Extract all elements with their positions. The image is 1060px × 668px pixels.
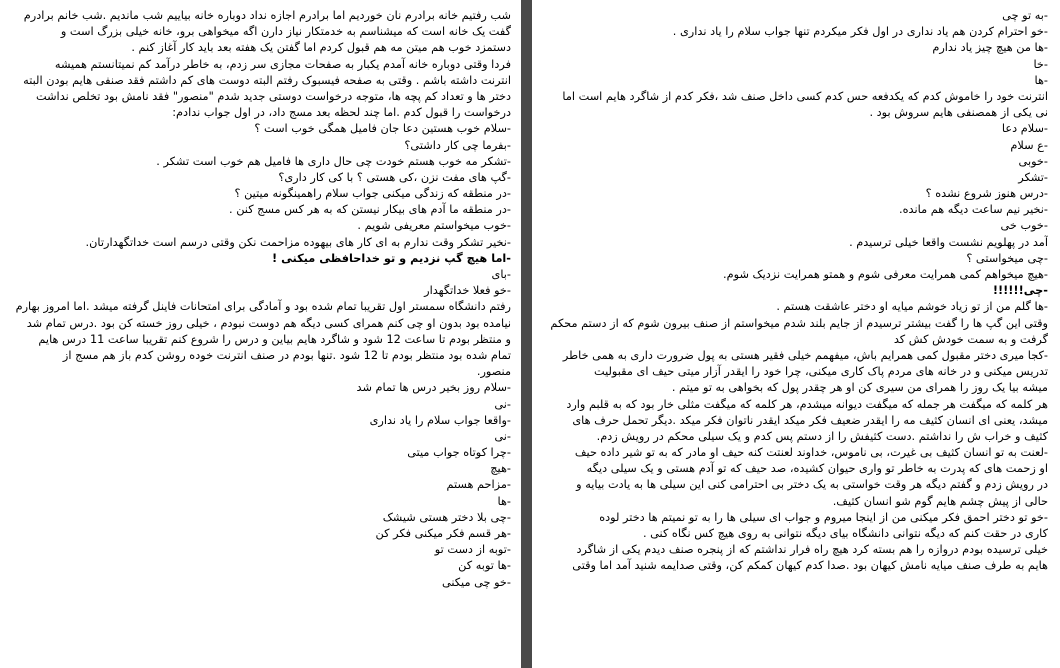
text-line: گرفت و به سمت خودش کش کد [893,332,1048,346]
text-line: و منتظر بودم تا ساعت 12 شود و شاگرد هایم بیاین و درس را شروع کنم تقریبا ساعت 11 درس هایم [38,332,511,346]
text-line: -ع سلام [1010,138,1048,152]
text-line: -نی [494,397,511,411]
text-line: -هیچ [490,462,511,476]
text-line: میشه بیا یک روز را همرای من سیری کن او هر چقدر پول که بخواهی به تو میتم . [671,381,1048,395]
text-line: کثیف و خراب ش را نداشتم .دست کثیفش را از دستم پس کدم و یک سیلی محکم در رویش زدم. [596,429,1048,443]
text-line: -خو احترام کردن هم یاد نداری در اول فکر میکردم تنها جواب سلام را یاد نداری . [672,25,1048,39]
right-page-text [542,8,1048,575]
text-line: آمد در پهلویم نشست واقعا خیلی ترسیدم . [849,235,1048,249]
text-line: دستمزد خوب هم میتن مه هم قبول کردم اما گفتن یک هفته بعد باید کار آغاز کنم . [131,41,511,55]
text-line: -ها گلم من از تو زیاد خوشم میایه او دختر عاشقت هستم . [776,300,1048,314]
text-line: وقتی این گپ ها را گفت بیشتر ترسیدم از جایم بلند شدم میخواستم از صنف بیرون شوم که از دستم محکم [550,316,1048,330]
right-page [532,0,1060,668]
text-line: -در منطقه که زندگی میکنی جواب سلام راهمینگونه میتین ؟ [234,187,511,201]
text-line: -درس هنوز شروع نشده ؟ [925,187,1048,201]
text-line: درخواست را قبول کدم .اما چند لحظه بعد مسج داد، در اول جواب ندادم: [172,106,511,120]
text-line: کاری در حقت کنم که دیگه نتوانی دانشگاه بیای دیگه نتوانی به روی هیچ کس نگاه کنی . [642,527,1048,540]
text-line: -ها توبه کن [458,559,511,573]
text-line: گفت یک خانه است که میشناسم به خدمتکار نیاز دارن اگه میخواهی برو، خانه خیلی بزرگ است و [60,25,511,39]
text-line: -نخیر نیم ساعت دیگه هم مانده. [899,203,1048,217]
text-line: -اما هیچ گپ نزدیم و تو خداحافظی میکنی ! [271,251,511,265]
text-line: هر کلمه که میگفت هر جمله که میگفت دیوانه میشدم، هر کلمه که میگفت مثلی خار بود که به قلبم وارد [566,397,1048,411]
text-line: -نخیر تشکر وقت ندارم به ای کار های بیهوده مزاحمت نکن وقتی درسم است خداتگهدارتان. [85,235,511,249]
text-line: -لعنت به تو انسان کثیف بی غیرت، بی ناموس، خداوند لعنتت کنه حیف او مادر که به تو شیر داده حیف [574,446,1048,460]
text-line: -گپ های مفت نزن ،کی هستی ؟ با کی کار داری؟ [278,170,511,184]
text-line: -سلام روز بخیر درس ها تمام شد [356,381,511,395]
text-line: -کجا میری دختر مقبول کمی همرایم باش، میفهمم خیلی فقیر هستی به پول ضرورت داری به همی خاطر [562,348,1048,362]
text-line: -هیچ میخواهم کمی همرایت معرفی شوم و همتو همرایت نزدیک شوم. [723,268,1048,281]
text-line: -ها من هیچ چیز یاد ندارم [932,41,1048,55]
text-line: نیامده بود بدون او چی کنم همرای کسی دیگه هم دوست نبودم ، خیلی روز خسته کن بود .درس تمام شد [26,316,511,330]
text-line: -تشکر مه خوب هستم خودت چی حال داری ها فامیل هم خوب است تشکر . [156,154,511,168]
text-line: -در منطقه ما آدم های بیکار نیستن که به هر کس مسج کنن . [229,203,511,217]
text-line: -توبه از دست تو [434,543,511,557]
left-page [0,0,521,668]
text-line: -چی بلا دختر هستی شیشک [382,510,511,524]
text-line: -چرا کوتاه جواب میتی [407,446,511,460]
text-line: -خوب خی [1000,219,1048,233]
text-line: انترنت خود را خاموش کدم که یکدفعه حس کدم کسی داخل صنف شد ،فکر کدم از شاگرد هایم است اما [562,89,1048,103]
text-line: -ها [497,494,511,508]
left-page-text [8,8,511,591]
text-line: رفتم دانشگاه سمستر اول تقریبا تمام شده بود و آمادگی برای امتحانات فاینل گرفته میشد .اما امروز بهارم [15,300,511,314]
text-line: -خو چی میکنی [441,575,511,589]
text-line: هایم به طرف صنف میایه نامش کیهان بود .صدا کدم کیهان کمکم کن، وقتی صدایمه شنید آمد اما وقتی [572,559,1048,573]
text-line: -سلام خوب هستین دعا جان فامیل همگی خوب است ؟ [254,122,511,136]
text-line: -خوبی [1018,154,1048,168]
text-line: -خو تو دختر احمق فکر میکنی من از اینجا میروم و جواب ای سیلی ها را به تو نمیتم ها دختر لوده [599,510,1048,524]
text-line: -خو فعلا خداتگهدار [424,284,511,298]
text-line: -چی میخواستی ؟ [966,251,1048,265]
text-line: -ها [1034,73,1048,87]
text-line: -چی!!!!!! [992,284,1048,298]
text-line: تدریس میکنی و در خانه های مردم پاک کاری میکنی، چرا خود را ایقدر آزار میتی حیف ای مقبولیت [593,365,1048,379]
text-line: -به تو چی [1002,9,1048,22]
text-line: -تشکر [1018,170,1048,184]
text-line: نی یکی از همصنفی هایم سروش بود . [869,106,1048,120]
text-line: انترنت داشته باشم . وقتی به صفحه فیسبوک رفتم البته دوست های کم داشتم فقد صنفی هایم بودن البته [23,73,511,87]
text-line: فردا وقتی دوباره خانه آمدم یکبار به صفحات مجازی سر زدم، به خاطر درآمد کم نمیتانستم همیشه [54,57,511,71]
text-line: -خا [1033,57,1048,71]
text-line: حالی از پیش چشم هایم گوم شو انسان کثیف. [832,494,1048,508]
text-line: در رویش زدم و گفتم دیگه هر وقت خواستی به یک دختر بی احترامی کنی این سیلی ها به یادت بیایه و [576,478,1048,492]
text-line: او زحمت های که پدرت به خاطر تو واری حیوان کشیده، صد حیف که تو آدم هستی و یک سیلی دیگه [586,462,1048,476]
text-line: شب رفتیم خانه برادرم نان خوردیم اما برادرم اجازه نداد دوباره خانه بیاییم شب ماندیم .شب خانم برادرم [23,9,511,22]
text-line: -بفرما چی کار داشتی؟ [404,138,511,152]
text-line: منصور. [476,365,511,379]
text-line: تمام شده بود منتظر بودم تا 12 شود .تنها بودم در صنف انترنت خوده روشن کدم باز هم مسج از [62,348,511,362]
text-line: -خوب میخواستم معریفی شویم . [357,219,511,233]
text-line: -بای [491,268,511,281]
text-line: خیلی ترسیده بودم دروازه را هم بسته کرد هیچ راه فرار نداشتم که از پنجره صنف دیدم یکی از شاگرد [576,543,1048,557]
text-line: -نی [494,429,511,443]
text-line: میشد، یعنی ای انسان کثیف مه را ایقدر ضعیف فکر میکد ایقدر ناتوان فکر میکد .دیگر تحمل حرف های [572,413,1048,427]
text-line: -مزاحم هستم [446,478,511,492]
text-line: -هر قسم فکر میکنی فکر کن [375,527,511,540]
text-line: -سلام دعا [1001,122,1048,136]
text-line: -واقعا جواب سلام را یاد نداری [369,413,511,427]
text-line: دختر ها و تعداد کم پچه ها، متوجه درخواست دوستی جدید شدم "منصور" فقد نامش بود تخلص نداشت [36,89,511,103]
